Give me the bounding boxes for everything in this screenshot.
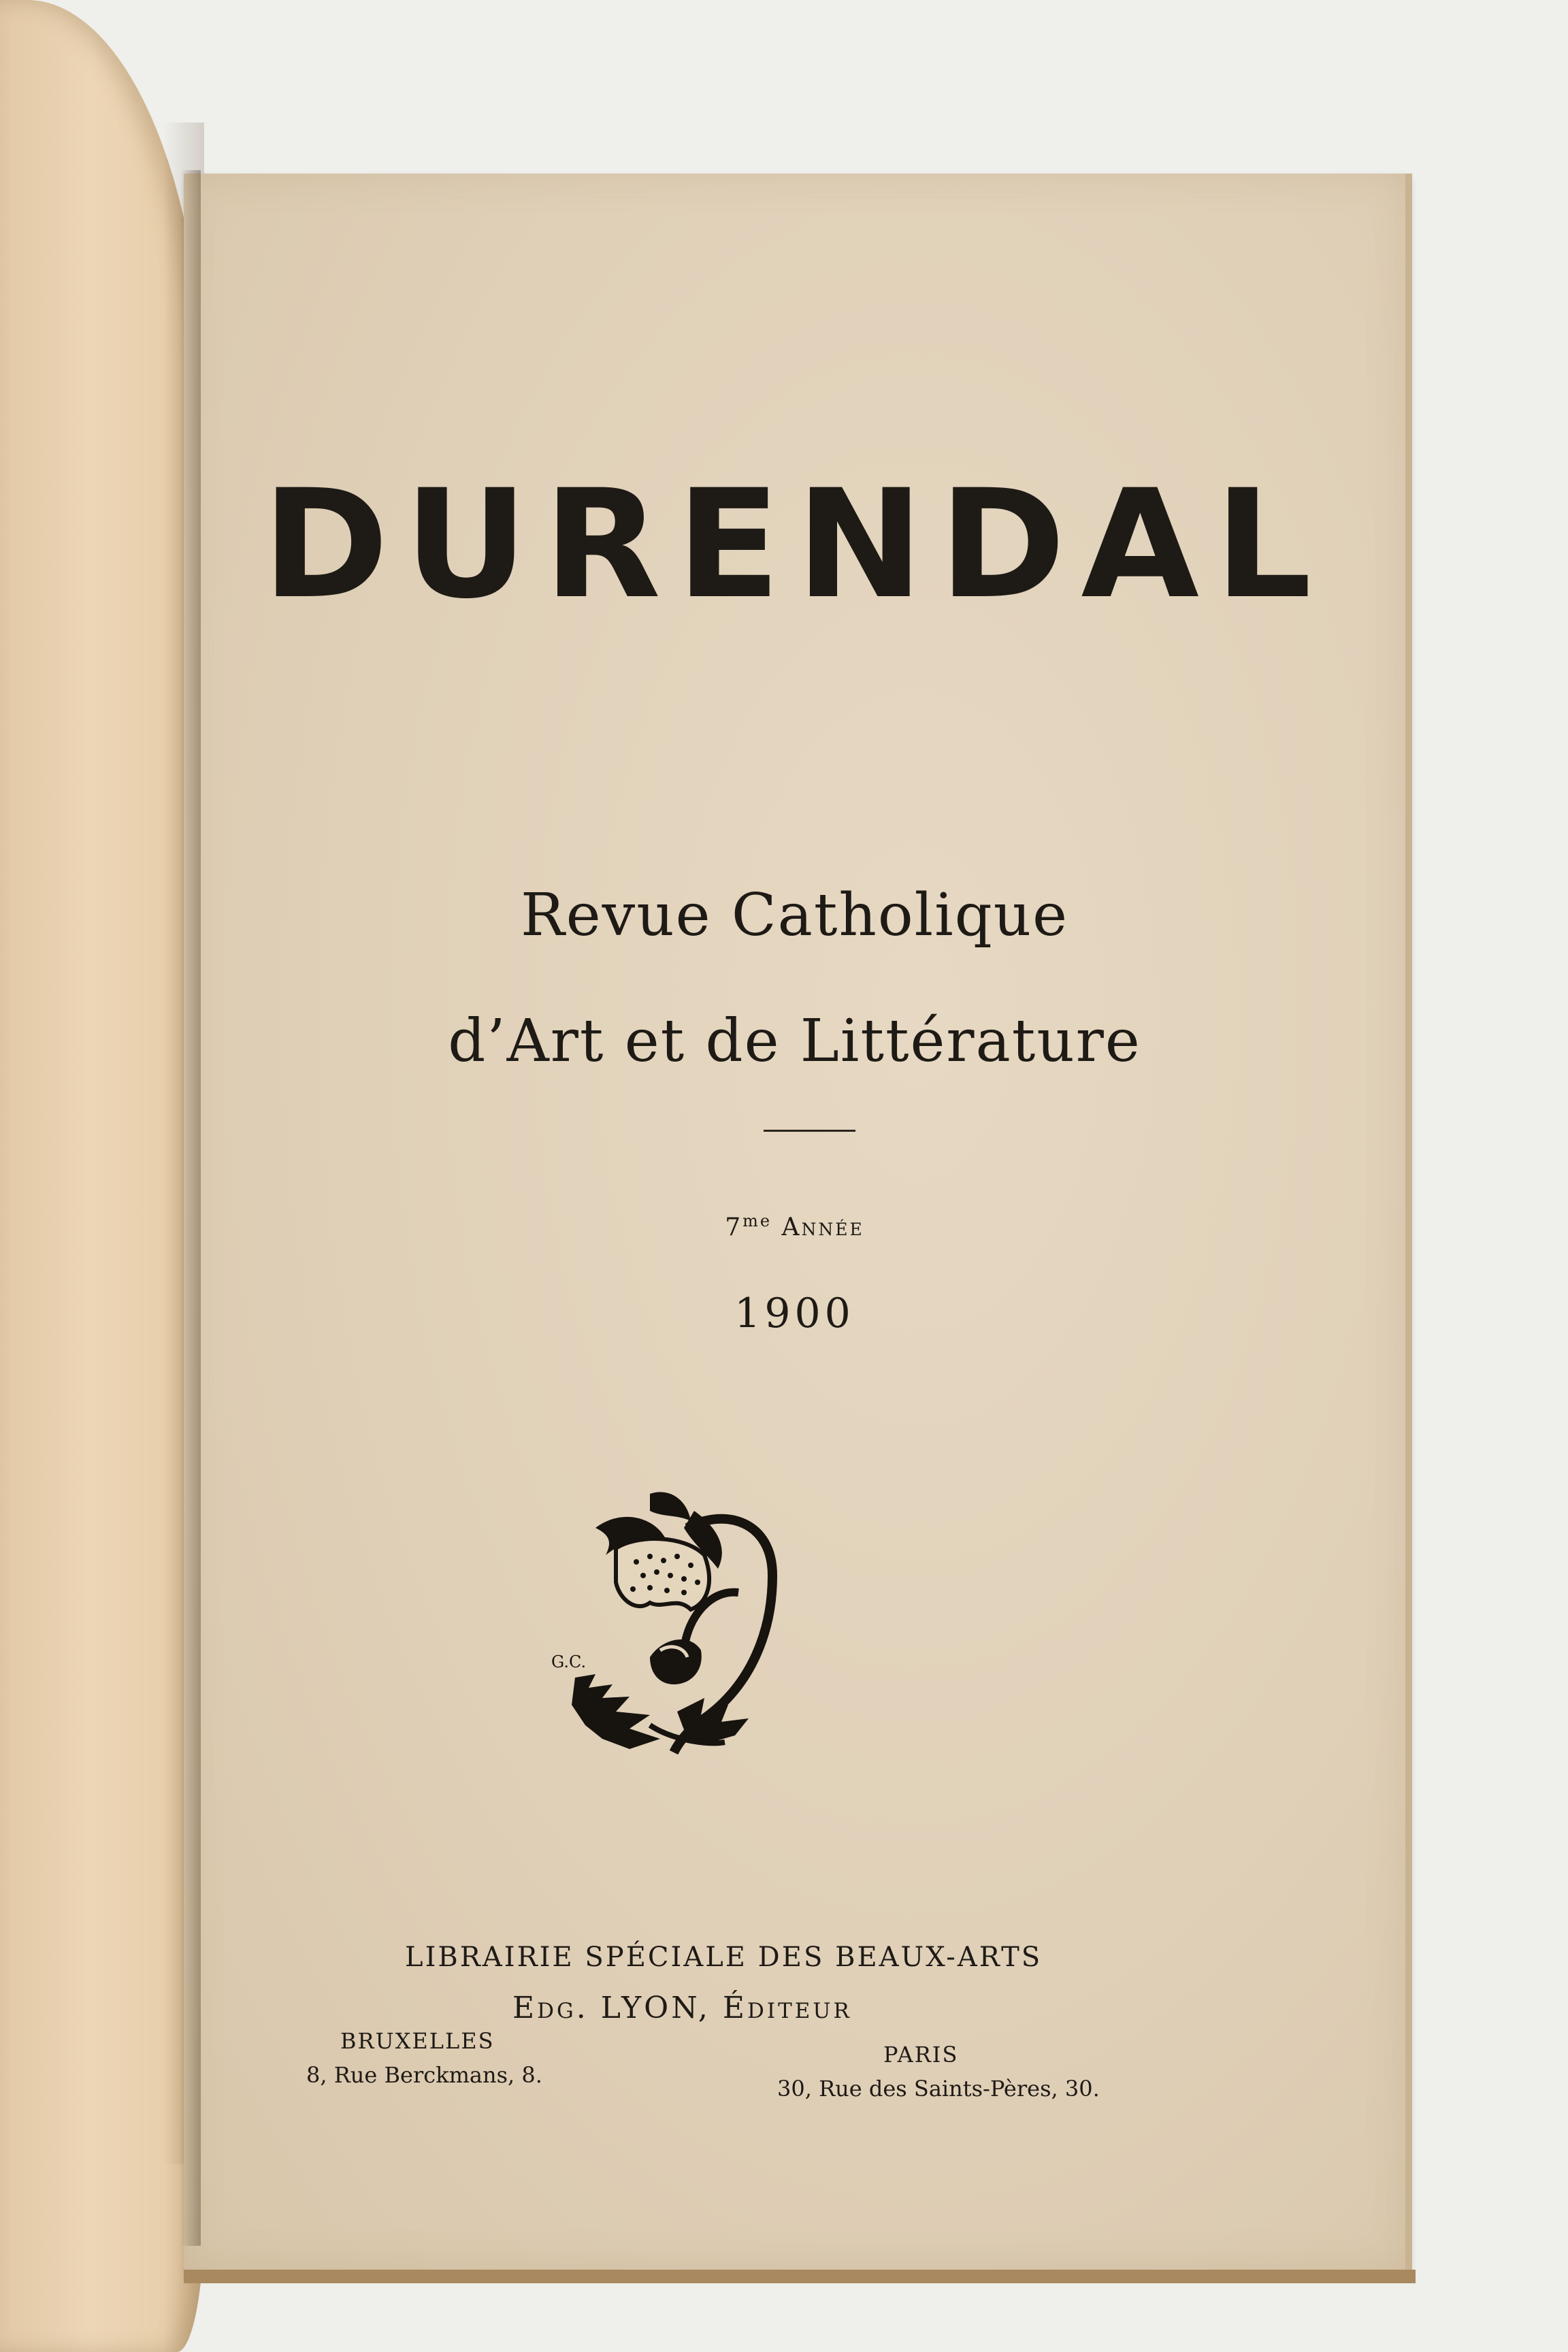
bruxelles-address: 8, Rue Berckmans, 8. [306,2062,542,2088]
edition-label [184,1211,1405,1241]
edition-word: Année [781,1213,864,1241]
journal-title: DURENDAL [262,457,1327,632]
edition-number: 7 [725,1213,743,1241]
publisher-line-2: Edg. LYON, Éditeur [512,1991,852,2025]
paris-address: 30, Rue des Saints-Pères, 30. [777,2076,1100,2102]
paris-city: PARIS [883,2042,959,2068]
bruxelles-city: BRUXELLES [340,2028,495,2054]
book-cover-edge [184,2270,1416,2283]
flower-emblem [548,1480,806,1780]
edition-suffix: me [742,1211,772,1230]
publication-year: 1900 [734,1290,855,1337]
subtitle-line-1: Revue Catholique [521,881,1068,949]
page-edge [1405,174,1412,2270]
title-page [184,174,1405,2270]
book-gutter [180,170,201,2246]
subtitle-line-2: d’Art et de Littérature [448,1007,1141,1075]
publisher-line-1: LIBRAIRIE SPÉCIALE DES BEAUX-ARTS [405,1942,1043,1973]
emblem-monogram: G.C. [551,1652,587,1671]
divider-rule [764,1130,855,1132]
